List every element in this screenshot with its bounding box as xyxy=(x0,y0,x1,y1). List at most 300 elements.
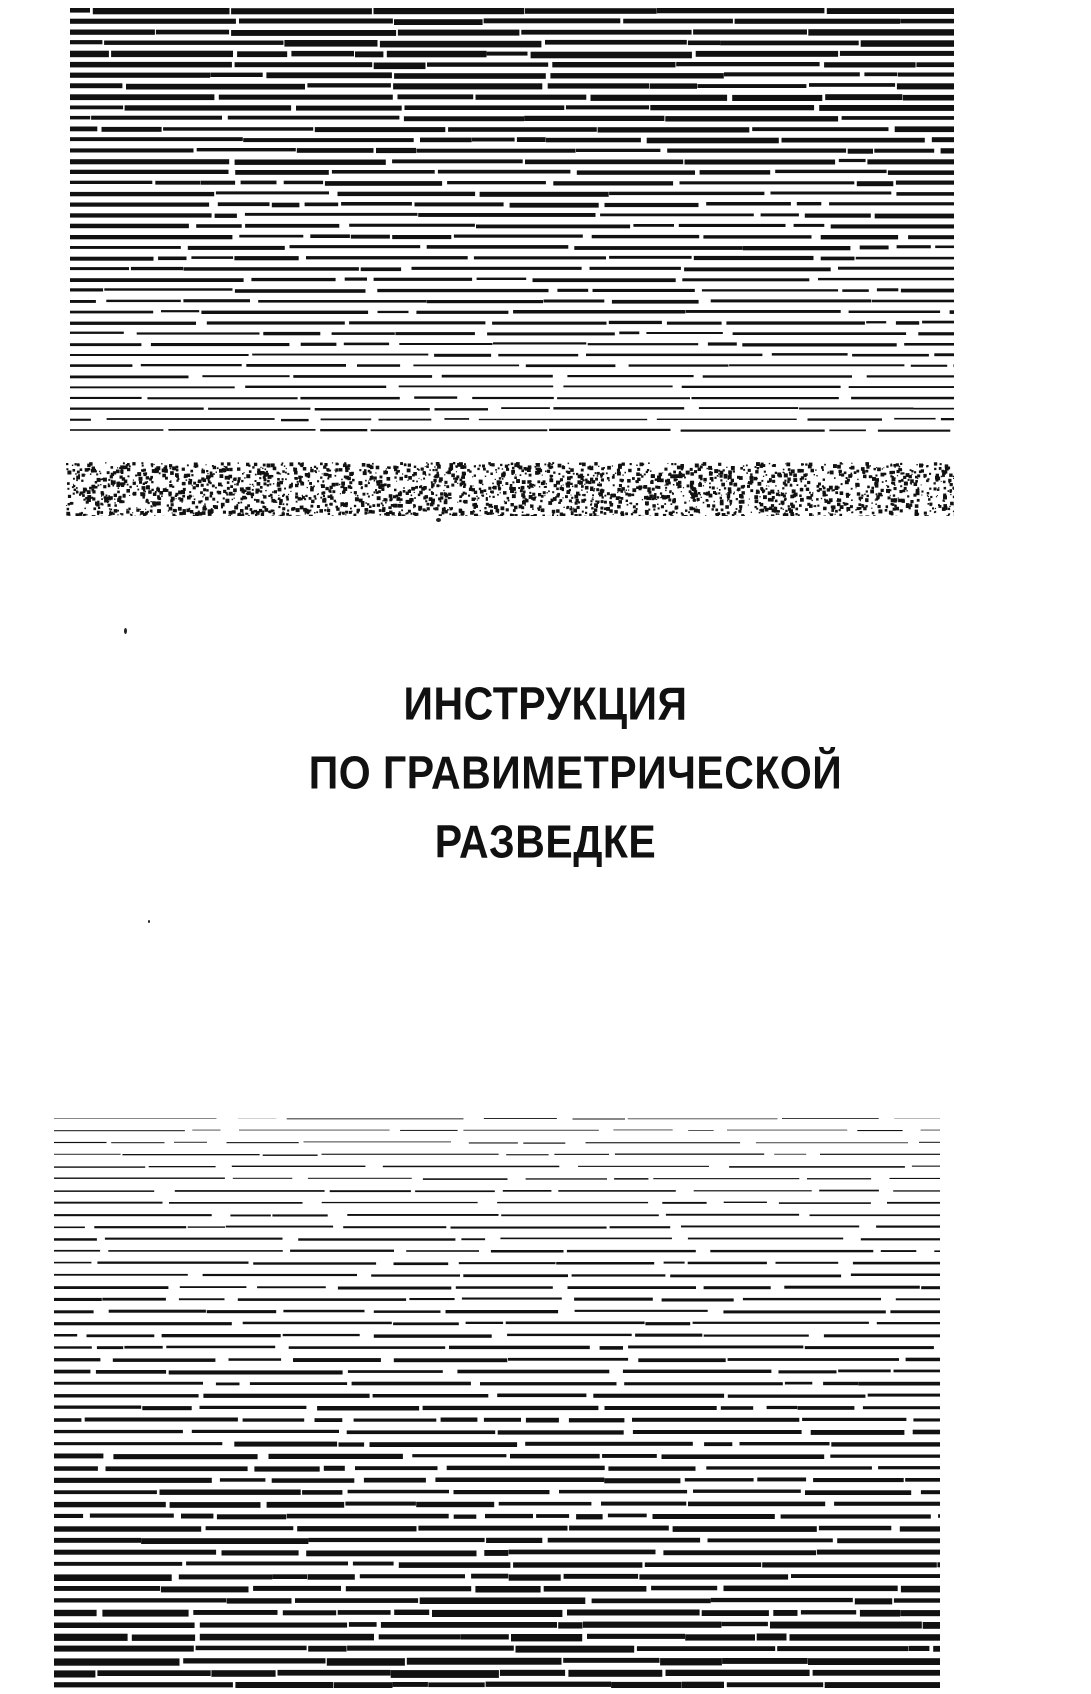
stripe-segment xyxy=(428,1682,484,1687)
noise-dot xyxy=(112,485,114,487)
stripe-segment xyxy=(70,376,189,379)
stripe-segment xyxy=(864,72,897,76)
noise-dot xyxy=(818,512,821,515)
stripe-segment xyxy=(406,1250,479,1252)
noise-dot xyxy=(323,466,326,469)
stripe-segment xyxy=(724,72,860,76)
stripe-segment xyxy=(756,1142,908,1143)
noise-dot xyxy=(934,482,936,484)
noise-dot xyxy=(756,492,758,494)
noise-dot xyxy=(375,472,376,473)
noise-dot xyxy=(894,487,897,490)
stripe-segment xyxy=(394,19,483,25)
noise-dot xyxy=(388,466,391,469)
stripe-segment xyxy=(330,1190,411,1192)
noise-dot xyxy=(718,470,720,472)
stripe-segment xyxy=(377,289,548,292)
noise-dot xyxy=(396,471,398,473)
stripe-segment xyxy=(54,1142,107,1143)
stripe-segment xyxy=(838,1370,891,1373)
noise-dot xyxy=(189,479,191,481)
noise-dot xyxy=(287,473,289,475)
noise-dot xyxy=(243,492,245,494)
stripe-segment xyxy=(70,8,90,13)
noise-dot xyxy=(336,506,339,509)
noise-dot xyxy=(579,463,581,465)
noise-dot xyxy=(349,481,352,484)
stripe-segment xyxy=(267,1502,345,1508)
noise-dot xyxy=(280,473,281,474)
stripe-segment xyxy=(54,1490,157,1494)
noise-dot xyxy=(480,510,482,512)
noise-dot xyxy=(112,482,114,484)
stripe-segment xyxy=(448,127,597,132)
noise-dot xyxy=(140,492,144,496)
stripe-segment xyxy=(70,51,109,58)
stripe-segment xyxy=(688,1238,843,1240)
stripe-segment xyxy=(743,246,851,250)
stripe-segment xyxy=(819,1190,879,1192)
stripe-segment xyxy=(704,1442,732,1446)
noise-dot xyxy=(676,512,678,514)
stripe-segment xyxy=(107,418,275,420)
noise-dot xyxy=(671,463,673,465)
stripe-segment xyxy=(476,95,587,100)
stripe-segment xyxy=(251,278,335,281)
stripe-segment xyxy=(203,1274,357,1276)
noise-dot xyxy=(919,464,923,468)
stripe-segment xyxy=(896,181,954,185)
noise-dot xyxy=(927,478,929,480)
stripe-segment xyxy=(605,1406,717,1410)
noise-dot xyxy=(594,488,595,489)
stripe-segment xyxy=(500,1670,565,1676)
noise-dot xyxy=(407,480,408,481)
noise-dot xyxy=(460,482,463,485)
stripe-segment xyxy=(400,1130,458,1131)
noise-dot xyxy=(512,467,515,470)
noise-dot xyxy=(344,476,347,479)
stripe-segment xyxy=(553,181,673,185)
noise-dot xyxy=(861,495,863,497)
noise-dot xyxy=(354,514,357,516)
stripe-segment xyxy=(604,1478,680,1483)
stripe-segment xyxy=(423,1406,599,1410)
noise-dot xyxy=(477,500,478,501)
stripe-segment xyxy=(54,1154,121,1155)
noise-dot xyxy=(193,496,194,497)
stripe-segment xyxy=(447,181,546,184)
stripe-segment xyxy=(353,1562,394,1566)
stripe-segment xyxy=(308,1178,412,1179)
noise-dot xyxy=(73,493,75,495)
noise-dot xyxy=(570,506,572,508)
stripe-segment xyxy=(611,1682,681,1688)
noise-dot xyxy=(321,492,324,495)
noise-dot xyxy=(355,495,356,496)
stripe-segment xyxy=(324,1466,345,1471)
stripe-segment xyxy=(54,1586,160,1591)
noise-dot xyxy=(562,497,563,498)
stripe-segment xyxy=(449,1346,590,1349)
noise-dot xyxy=(726,481,727,482)
noise-dot xyxy=(718,463,721,466)
noise-dot xyxy=(473,506,476,509)
stripe-segment xyxy=(704,1286,771,1289)
stripe-segment xyxy=(393,83,542,89)
stripe-segment xyxy=(106,1466,248,1471)
stripe-segment xyxy=(831,224,954,228)
stripe-segment xyxy=(70,419,91,421)
noise-dot xyxy=(200,491,203,494)
stripe-segment xyxy=(554,1154,609,1155)
noise-dot xyxy=(142,486,146,490)
noise-dot xyxy=(202,511,206,515)
noise-dot xyxy=(571,512,574,515)
noise-dot xyxy=(140,511,144,515)
noise-dot xyxy=(175,473,179,477)
stripe-segment xyxy=(409,1298,454,1300)
noise-dot xyxy=(668,499,671,502)
noise-dot xyxy=(720,497,722,499)
noise-dot xyxy=(178,497,181,500)
stripe-segment xyxy=(398,30,520,36)
stripe-segment xyxy=(412,267,582,270)
noise-dot xyxy=(512,473,514,475)
noise-dot xyxy=(322,499,326,503)
noise-dot xyxy=(474,498,476,500)
noise-dot xyxy=(824,499,826,501)
noise-dot xyxy=(835,491,838,494)
noise-dot xyxy=(381,488,384,491)
noise-dot xyxy=(924,512,927,515)
noise-dot xyxy=(881,473,885,477)
noise-dot xyxy=(700,466,703,469)
noise-dot xyxy=(184,474,188,478)
stripe-segment xyxy=(823,1382,858,1385)
noise-dot xyxy=(917,499,920,502)
stripe-segment xyxy=(243,1322,392,1325)
noise-dot xyxy=(734,512,737,515)
noise-dot xyxy=(300,463,304,467)
noise-dot xyxy=(644,474,646,476)
stripe-segment xyxy=(509,1550,656,1555)
noise-dot xyxy=(143,473,146,476)
noise-dot xyxy=(394,476,396,478)
stripe-segment xyxy=(349,1622,377,1627)
stripe-segment xyxy=(54,1454,103,1459)
noise-dot xyxy=(522,496,525,499)
stripe-segment xyxy=(784,1286,920,1289)
noise-dot xyxy=(283,503,285,505)
noise-dot xyxy=(431,481,433,483)
noise-dot xyxy=(464,483,467,486)
noise-dot xyxy=(690,468,693,471)
stripe-segment xyxy=(827,8,954,14)
noise-dot xyxy=(421,479,422,480)
noise-dot xyxy=(864,494,866,496)
stripe-segment xyxy=(235,62,373,67)
stripe-segment xyxy=(70,192,214,196)
stripe-segment xyxy=(839,159,866,162)
noise-dot xyxy=(934,462,937,465)
noise-dot xyxy=(447,471,451,475)
noise-dot xyxy=(128,508,130,510)
stripe-segment xyxy=(137,332,260,334)
noise-dot xyxy=(106,495,108,497)
noise-dot xyxy=(308,510,311,513)
noise-dot xyxy=(222,468,225,471)
noise-dot xyxy=(684,502,686,504)
noise-dot xyxy=(763,490,765,492)
stripe-segment xyxy=(373,1394,489,1398)
stripe-segment xyxy=(785,1382,812,1385)
stripe-segment xyxy=(124,1346,162,1349)
stripe-segment xyxy=(435,1478,604,1483)
noise-dot xyxy=(514,507,516,509)
stripe-segment xyxy=(438,170,571,174)
noise-dot xyxy=(573,473,575,475)
noise-dot xyxy=(260,490,262,492)
noise-dot xyxy=(715,492,718,495)
stripe-segment xyxy=(306,256,468,259)
noise-dot xyxy=(223,511,226,514)
noise-dot xyxy=(449,507,450,508)
noise-dot xyxy=(423,472,426,475)
noise-dot xyxy=(108,495,109,496)
noise-dot xyxy=(101,498,103,500)
stripe-segment xyxy=(70,224,189,229)
noise-dot xyxy=(755,499,759,503)
noise-dot xyxy=(427,464,429,466)
noise-dot xyxy=(361,487,363,489)
noise-dot xyxy=(290,462,294,466)
stripe-segment xyxy=(563,386,672,388)
noise-dot xyxy=(522,515,526,517)
noise-dot xyxy=(400,478,401,479)
noise-dot xyxy=(556,509,560,513)
stripe-segment xyxy=(131,267,183,270)
noise-dot xyxy=(508,500,510,502)
stripe-segment xyxy=(296,106,402,111)
stripe-segment xyxy=(355,51,383,57)
noise-dot xyxy=(307,487,308,488)
noise-dot xyxy=(818,483,821,486)
noise-dot xyxy=(211,496,212,497)
stripe-segment xyxy=(497,1202,648,1203)
noise-dot xyxy=(726,494,727,495)
stripe-segment xyxy=(574,246,742,250)
stripe-segment xyxy=(219,95,393,100)
noise-dot xyxy=(871,487,874,490)
noise-dot xyxy=(238,477,241,480)
noise-dot xyxy=(357,509,360,512)
stripe-segment xyxy=(497,1394,586,1398)
stripe-segment xyxy=(238,1298,406,1301)
noise-dot xyxy=(274,490,277,493)
noise-dot xyxy=(681,512,683,514)
stripe-segment xyxy=(245,224,339,228)
noise-dot xyxy=(257,469,260,472)
noise-dot xyxy=(480,490,484,494)
stripe-segment xyxy=(308,1574,355,1580)
stripe-segment xyxy=(208,408,310,410)
noise-dot xyxy=(169,507,173,511)
noise-dot xyxy=(830,471,834,475)
noise-dot xyxy=(570,476,573,479)
noise-dot xyxy=(579,515,582,516)
noise-dot xyxy=(341,482,345,486)
stripe-segment xyxy=(559,1490,687,1494)
stripe-segment xyxy=(191,256,233,259)
noise-dot xyxy=(285,478,287,480)
stripe-segment xyxy=(552,62,675,67)
stripe-segment xyxy=(258,300,426,303)
stripe-segment xyxy=(231,30,396,36)
stripe-segment xyxy=(206,1526,294,1530)
stripe-segment xyxy=(371,429,548,431)
noise-dot xyxy=(660,497,661,498)
noise-dot xyxy=(906,503,909,506)
noise-dot xyxy=(87,497,91,501)
noise-dot xyxy=(665,490,667,492)
noise-dot xyxy=(541,508,545,512)
noise-dot xyxy=(162,474,166,478)
noise-dot xyxy=(108,483,110,485)
noise-dot xyxy=(514,463,518,467)
stripe-segment xyxy=(70,322,196,325)
noise-dot xyxy=(599,484,602,487)
noise-dot xyxy=(137,472,141,476)
noise-dot xyxy=(250,484,251,485)
noise-dot xyxy=(398,513,401,516)
noise-dot xyxy=(436,474,440,478)
stripe-segment xyxy=(192,1130,220,1131)
stripe-segment xyxy=(230,1215,270,1217)
noise-dot xyxy=(953,478,954,479)
noise-dot xyxy=(800,498,804,502)
noise-dot xyxy=(340,493,341,494)
stripe-segment xyxy=(70,170,229,174)
noise-dot xyxy=(168,510,169,511)
stripe-segment xyxy=(394,1610,429,1615)
noise-dot xyxy=(871,502,872,503)
noise-dot xyxy=(196,484,199,487)
noise-dot xyxy=(227,487,230,490)
noise-dot xyxy=(372,494,374,496)
stripe-segment xyxy=(491,1250,564,1253)
stripe-segment xyxy=(533,278,676,282)
noise-dot xyxy=(894,477,896,479)
noise-dot xyxy=(545,471,547,473)
noise-dot xyxy=(357,495,358,496)
noise-dot xyxy=(867,486,870,489)
noise-dot xyxy=(823,487,826,490)
noise-dot xyxy=(295,493,298,496)
noise-dot xyxy=(495,479,496,480)
noise-dot xyxy=(205,497,209,501)
noise-dot xyxy=(553,497,557,501)
noise-dot xyxy=(828,472,830,474)
noise-dot xyxy=(600,476,602,478)
noise-dot xyxy=(98,507,100,509)
stripe-segment xyxy=(347,1214,498,1216)
noise-dot xyxy=(557,515,558,516)
stripe-segment xyxy=(155,181,200,185)
stripe-segment xyxy=(810,1214,941,1216)
noise-dot xyxy=(865,499,868,502)
stripe-segment xyxy=(724,1586,898,1592)
noise-dot xyxy=(626,490,627,491)
noise-dot xyxy=(266,473,269,476)
noise-dot xyxy=(108,497,112,501)
stripe-segment xyxy=(934,1250,940,1252)
noise-dot xyxy=(647,469,649,471)
stripe-segment xyxy=(775,170,886,173)
noise-dot xyxy=(118,487,120,489)
noise-dot xyxy=(295,495,298,498)
noise-dot xyxy=(539,505,542,508)
noise-dot xyxy=(203,478,207,482)
stripe-segment xyxy=(688,1262,767,1265)
noise-dot xyxy=(297,483,299,485)
noise-dot xyxy=(415,486,418,489)
noise-dot xyxy=(535,466,537,468)
noise-dot xyxy=(850,474,853,477)
noise-dot xyxy=(81,480,83,482)
stripe-segment xyxy=(70,386,235,388)
stripe-segment xyxy=(682,278,809,281)
noise-dot xyxy=(407,469,411,473)
noise-dot xyxy=(627,479,631,483)
noise-dot xyxy=(82,494,85,497)
noise-dot xyxy=(888,496,891,499)
noise-dot xyxy=(368,482,370,484)
noise-dot xyxy=(444,493,448,497)
noise-dot xyxy=(133,480,134,481)
stripe-segment xyxy=(941,148,954,153)
dark-noise-band xyxy=(66,462,954,516)
stripe-segment xyxy=(568,1286,697,1289)
noise-dot xyxy=(587,491,588,492)
noise-dot xyxy=(846,503,848,505)
noise-dot xyxy=(713,507,714,508)
noise-dot xyxy=(597,475,599,477)
noise-dot xyxy=(756,470,757,471)
noise-dot xyxy=(736,508,738,510)
noise-dot xyxy=(241,480,243,482)
noise-dot xyxy=(553,513,555,515)
noise-dot xyxy=(788,468,791,471)
noise-dot xyxy=(626,500,628,502)
noise-dot xyxy=(740,467,743,470)
stripe-segment xyxy=(339,1442,365,1446)
noise-dot xyxy=(413,512,416,515)
noise-dot xyxy=(464,463,466,465)
stripe-segment xyxy=(70,83,122,88)
stripe-segment xyxy=(54,1250,100,1252)
noise-dot xyxy=(104,496,107,499)
stripe-segment xyxy=(918,332,954,335)
noise-dot xyxy=(861,504,863,506)
noise-dot xyxy=(251,511,255,515)
noise-dot xyxy=(533,484,535,486)
noise-dot xyxy=(827,488,830,491)
noise-dot xyxy=(841,473,844,476)
stripe-segment xyxy=(70,257,154,261)
noise-dot xyxy=(193,515,196,516)
stripe-segment xyxy=(820,1154,940,1155)
